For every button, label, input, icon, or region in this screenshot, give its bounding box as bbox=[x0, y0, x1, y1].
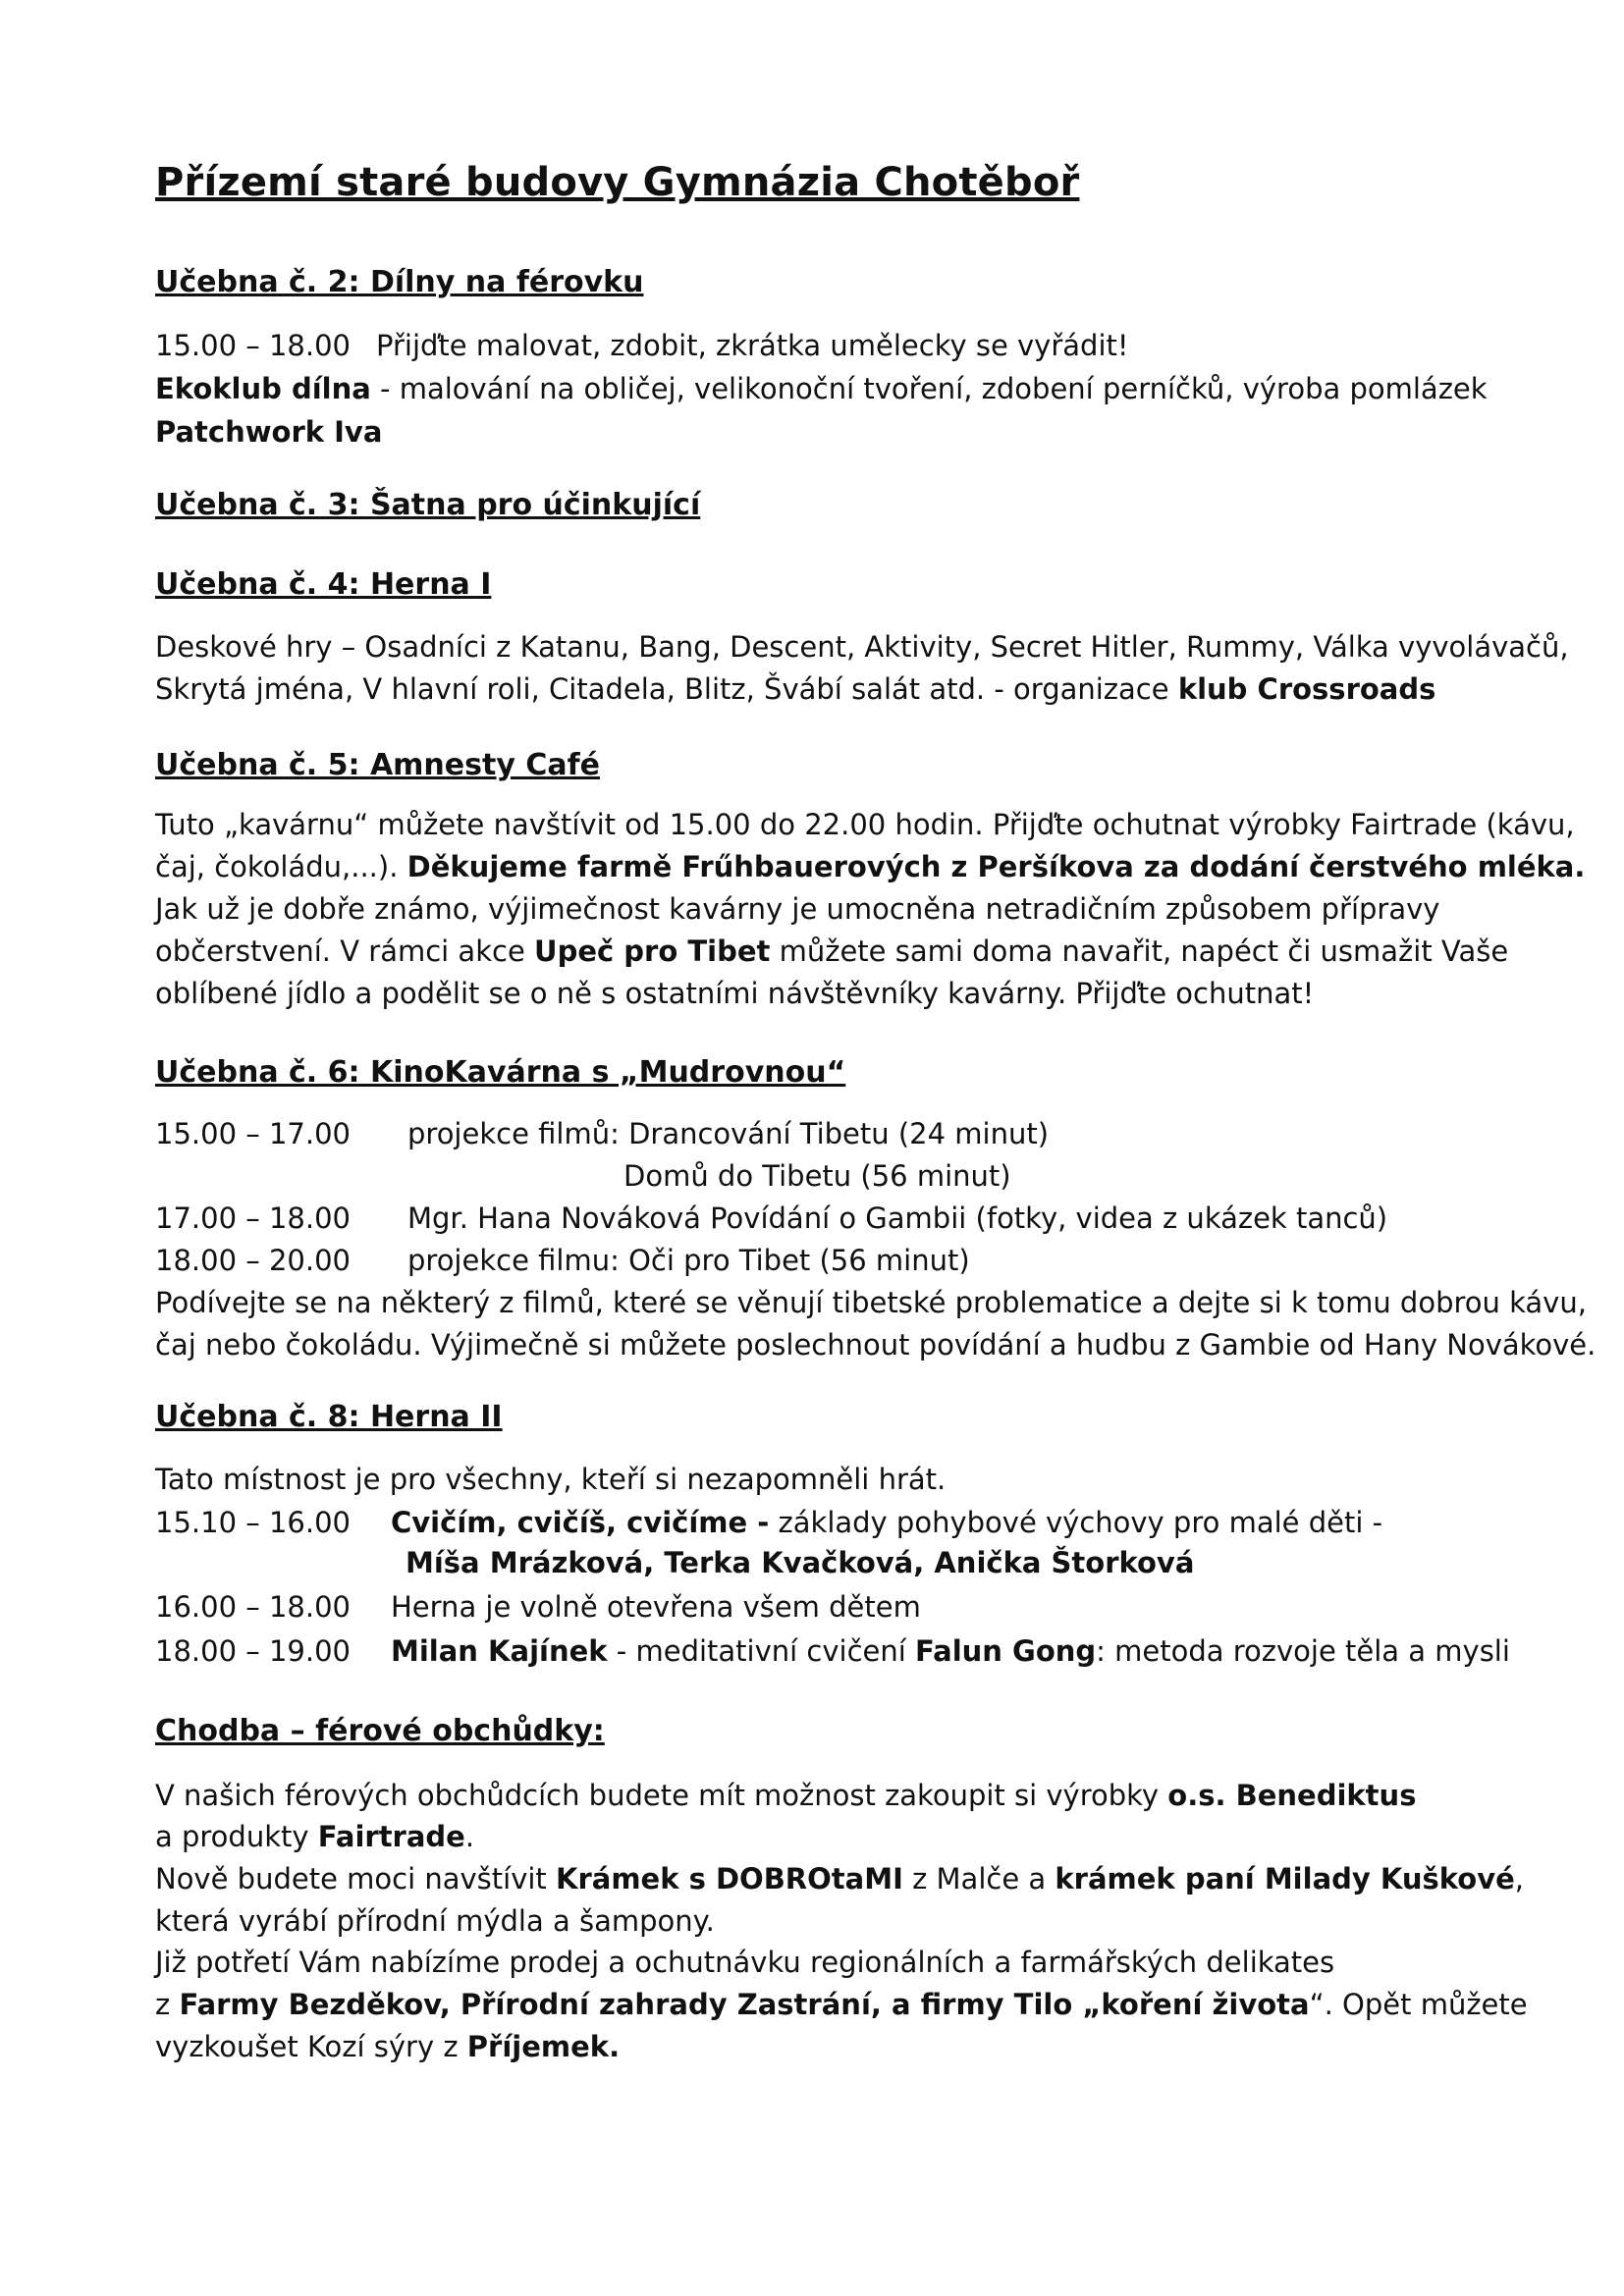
s5-line-3: Jak už je dobře známo, výjimečnost kavárny je umocněna netradičním způsobem přípravy bbox=[155, 892, 1440, 926]
chodba-line-5: Již potřetí Vám nabízíme prodej a ochutnávku regionálních a farmářských delikates bbox=[155, 1946, 1335, 1979]
chodba-line-6-rest: “. Opět můžete bbox=[1309, 1988, 1528, 2021]
s6-row-3-text: Mgr. Hana Nováková Povídání o Gambii (fotky, videa z ukázek tanců) bbox=[407, 1201, 1388, 1235]
s2-ekoklub-name: Ekoklub dílna bbox=[155, 372, 371, 405]
s6-row-3-time: 17.00 – 18.00 bbox=[155, 1201, 351, 1235]
chodba-farms: Farmy Bezděkov, Přírodní zahrady Zastrání, a firmy Tilo „koření života bbox=[179, 1988, 1310, 2021]
chodba-benediktus: o.s. Benediktus bbox=[1167, 1779, 1417, 1812]
heading-ucebna-2: Učebna č. 2: Dílny na férovku bbox=[155, 265, 644, 299]
s6-line-2: čaj nebo čokoládu. Výjimečně si můžete poslechnout povídání a hudbu z Gambie od Hany Novákové. bbox=[155, 1328, 1597, 1362]
heading-ucebna-6: Učebna č. 6: KinoKavárna s „Mudrovnou“ bbox=[155, 1055, 846, 1090]
chodba-line-3-mid: z Malče a bbox=[902, 1862, 1056, 1896]
s6-row-2-text: Domů do Tibetu (56 minut) bbox=[623, 1159, 1011, 1193]
chodba-fairtrade: Fairtrade bbox=[317, 1820, 465, 1853]
s6-row-1-text: projekce filmů: Drancování Tibetu (24 minut) bbox=[407, 1117, 1050, 1150]
s8-falun-gong: Falun Gong bbox=[915, 1634, 1097, 1668]
s8-row-3-content bbox=[391, 1634, 1510, 1668]
s5-line-4-rest: můžete sami doma navařit, napéct či usmažit Vaše bbox=[770, 934, 1509, 968]
chodba-kramek-dobrotami: Krámek s DOBROtaMI bbox=[556, 1862, 903, 1896]
s8-row-2-text: Herna je volně otevřena všem dětem bbox=[391, 1590, 921, 1624]
s2-ekoklub-text: - malování na obličej, velikonoční tvoření, zdobení perníčků, výroba pomlázek bbox=[370, 372, 1488, 405]
heading-ucebna-4: Učebna č. 4: Herna I bbox=[155, 567, 492, 602]
s6-row-4-time: 18.00 – 20.00 bbox=[155, 1244, 351, 1277]
s5-line-4 bbox=[155, 934, 1509, 968]
s5-line-5: oblíbené jídlo a podělit se o ně s ostatními návštěvníky kavárny. Přijďte ochutnat! bbox=[155, 977, 1315, 1010]
s5-line-1: Tuto „kavárnu“ můžete navštívit od 15.00 do 22.00 hodin. Přijďte ochutnat výrobky Fairtrade (kávu, bbox=[155, 808, 1575, 841]
s6-row-1-time: 15.00 – 17.00 bbox=[155, 1117, 351, 1150]
s2-schedule-line bbox=[155, 329, 1129, 362]
heading-ucebna-3: Učebna č. 3: Šatna pro účinkující bbox=[155, 488, 701, 522]
s8-intro: Tato místnost je pro všechny, kteří si nezapomněli hrát. bbox=[155, 1463, 947, 1496]
s5-line-2-text: čaj, čokoládu,...). bbox=[155, 850, 407, 883]
chodba-line-2-end: . bbox=[464, 1820, 475, 1853]
page-title: Přízemí staré budovy Gymnázia Chotěboř bbox=[155, 160, 1080, 205]
heading-chodba: Chodba – férové obchůdky: bbox=[155, 1714, 605, 1748]
s6-line-1: Podívejte se na některý z filmů, které se věnují tibetské problematice a dejte si k tomu dobrou kávu, bbox=[155, 1286, 1587, 1319]
s5-thanks: Děkujeme farmě Frűhbauerových z Peršíkova za dodání čerstvého mléka. bbox=[406, 850, 1586, 883]
s8-row-2-time: 16.00 – 18.00 bbox=[155, 1590, 351, 1624]
chodba-line-1-text: V našich férových obchůdcích budete mít možnost zakoupit si výrobky bbox=[155, 1779, 1168, 1812]
s4-organizer: klub Crossroads bbox=[1177, 672, 1436, 706]
s8-row-3-text: - meditativní cvičení bbox=[607, 1634, 916, 1668]
s5-upec-pro-tibet: Upeč pro Tibet bbox=[534, 934, 771, 968]
s4-line-2 bbox=[155, 672, 1436, 706]
s8-row-1-text: základy pohybové výchovy pro malé děti - bbox=[769, 1506, 1383, 1539]
s8-row-1-time: 15.10 – 16.00 bbox=[155, 1506, 351, 1539]
s8-row-3-text-2: : metoda rozvoje těla a mysli bbox=[1096, 1634, 1510, 1668]
s8-row-3-name: Milan Kajínek bbox=[391, 1634, 608, 1668]
s8-row-3-time: 18.00 – 19.00 bbox=[155, 1634, 351, 1668]
chodba-line-2 bbox=[155, 1820, 475, 1853]
chodba-line-6-text: z bbox=[155, 1988, 180, 2021]
heading-ucebna-8: Učebna č. 8: Herna II bbox=[155, 1400, 503, 1434]
s2-patchwork: Patchwork Iva bbox=[155, 415, 383, 449]
s5-line-2 bbox=[155, 850, 1586, 883]
s2-intro: Přijďte malovat, zdobit, zkrátka umělecky se vyřádit! bbox=[375, 329, 1129, 362]
chodba-line-6 bbox=[155, 1988, 1528, 2021]
s8-row-1-title: Cvičím, cvičíš, cvičíme - bbox=[391, 1506, 770, 1539]
s2-ekoklub-line bbox=[155, 372, 1488, 405]
chodba-line-3-text: Nově budete moci navštívit bbox=[155, 1862, 556, 1896]
heading-ucebna-5: Učebna č. 5: Amnesty Café bbox=[155, 748, 600, 782]
s5-line-4-text: občerstvení. V rámci akce bbox=[155, 934, 535, 968]
chodba-line-3-end: , bbox=[1514, 1862, 1524, 1896]
s6-row-4-text: projekce filmu: Oči pro Tibet (56 minut) bbox=[407, 1244, 970, 1277]
s4-line-1: Deskové hry – Osadníci z Katanu, Bang, Descent, Aktivity, Secret Hitler, Rummy, Válka vyvolávačů, bbox=[155, 630, 1569, 664]
chodba-kramek-kuskove: krámek paní Milady Kuškové bbox=[1055, 1862, 1515, 1896]
chodba-line-4: která vyrábí přírodní mýdla a šampony. bbox=[155, 1904, 715, 1938]
chodba-line-2-text: a produkty bbox=[155, 1820, 318, 1853]
s2-time: 15.00 – 18.00 bbox=[155, 329, 351, 362]
chodba-line-1 bbox=[155, 1779, 1417, 1812]
s8-row-1-names: Míša Mrázková, Terka Kvačková, Anička Štorková bbox=[406, 1546, 1195, 1579]
chodba-line-7 bbox=[155, 2030, 621, 2063]
chodba-prijemek: Příjemek. bbox=[466, 2030, 621, 2063]
chodba-line-3 bbox=[155, 1862, 1524, 1896]
s8-row-1-content bbox=[391, 1506, 1383, 1539]
chodba-line-7-text: vyzkoušet Kozí sýry z bbox=[155, 2030, 467, 2063]
s4-line-2-text: Skrytá jména, V hlavní roli, Citadela, Blitz, Švábí salát atd. - organizace bbox=[155, 672, 1178, 706]
